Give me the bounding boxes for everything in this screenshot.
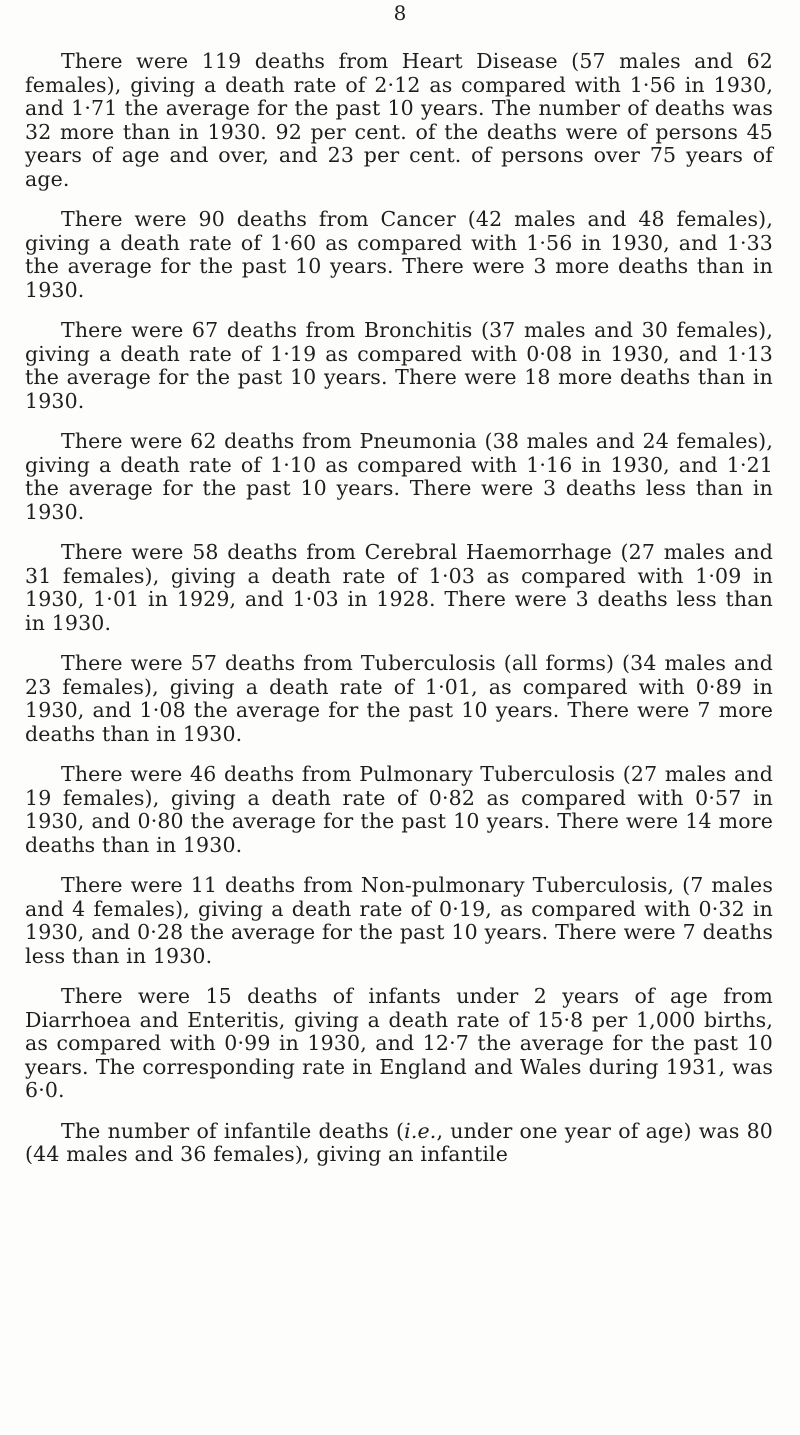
paragraph-infantile-deaths [25,1120,773,1167]
paragraph-heart-disease: There were 119 deaths from Heart Disease (57 males and 62 females), giving a death rate of 2·12 as compared with 1·56 in 1930, and 1·71 the average for the past 10 years. The number of deaths was 32 more than in 1930. 92 per cent. of the deaths were of persons 45 years of age and over, and 23 per cent. of persons over 75 years of age. [25,49,773,191]
paragraph-non-pulmonary-tuberculosis: There were 11 deaths from Non-pulmonary Tuberculosis, (7 males and 4 females), giving a death rate of 0·19, as compared with 0·32 in 1930, and 0·28 the average for the past 10 years. There were 7 deaths less than in 1930. [25,873,773,968]
paragraph-bronchitis: There were 67 deaths from Bronchitis (37 males and 30 females), giving a death rate of 1·19 as compared with 0·08 in 1930, and 1·13 the average for the past 10 years. There were 18 more deaths than in 1930. [25,318,773,413]
paragraph-pulmonary-tuberculosis: There were 46 deaths from Pulmonary Tuberculosis (27 males and 19 females), giving a death rate of 0·82 as compared with 0·57 in 1930, and 0·80 the average for the past 10 years. There were 14 more deaths than in 1930. [25,762,773,857]
paragraph-diarrhoea-enteritis: There were 15 deaths of infants under 2 years of age from Diarrhoea and Enteritis, giving a death rate of 15·8 per 1,000 births, as compared with 0·99 in 1930, and 12·7 the average for the past 10 years. The corresponding rate in England and Wales during 1931, was 6·0. [25,984,773,1102]
paragraph-tuberculosis-all-forms: There were 57 deaths from Tuberculosis (all forms) (34 males and 23 females), giving a death rate of 1·01, as compared with 0·89 in 1930, and 1·08 the average for the past 10 years. There were 7 more deaths than in 1930. [25,651,773,746]
infantile-text-italic: i.e. [404,1118,437,1143]
paragraph-cancer: There were 90 deaths from Cancer (42 males and 48 females), giving a death rate of 1·60 as compared with 1·56 in 1930, and 1·33 the average for the past 10 years. There were 3 more deaths than in 1930. [25,207,773,302]
infantile-text-start: The number of infantile deaths ( [61,1118,405,1143]
paragraph-pneumonia: There were 62 deaths from Pneumonia (38 males and 24 females), giving a death rate of 1·10 as compared with 1·16 in 1930, and 1·21 the average for the past 10 years. There were 3 deaths less than in 1930. [25,429,773,524]
infantile-text-end: , under one year of age) was 80 (44 males and 36 females), giving an infantile [25,1118,773,1166]
document-body [25,50,773,1184]
page-number: 8 [393,1,407,25]
paragraph-cerebral-haemorrhage: There were 58 deaths from Cerebral Haemorrhage (27 males and 31 females), giving a death rate of 1·03 as compared with 1·09 in 1930, 1·01 in 1929, and 1·03 in 1928. There were 3 deaths less than in 1930. [25,540,773,635]
